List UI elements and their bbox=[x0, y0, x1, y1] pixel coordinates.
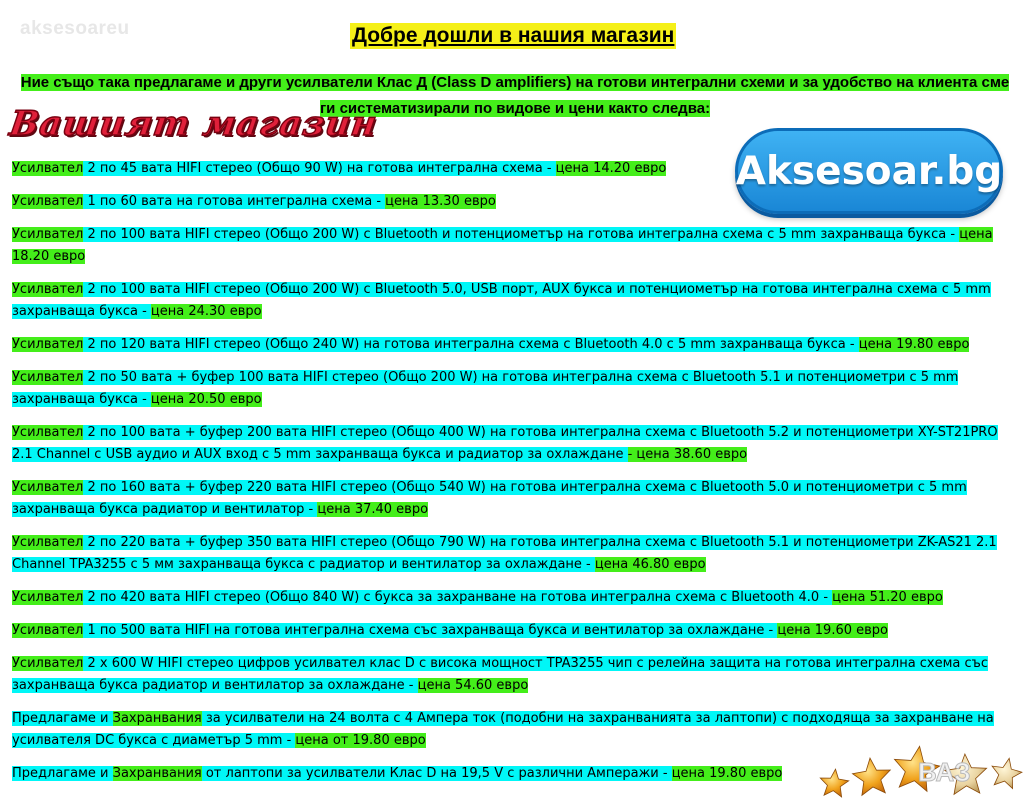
item-name[interactable]: Усилвател bbox=[12, 656, 84, 671]
item-price: цена 13.30 евро bbox=[385, 194, 496, 209]
item-description: от лаптопи за усилватели Клас D на 19,5 V с различни Ампеpажи - bbox=[201, 766, 672, 781]
list-item bbox=[12, 279, 1012, 323]
star-icon bbox=[853, 758, 891, 795]
watermark-text: aksesoareu bbox=[20, 18, 130, 39]
sale-badge-text: ВАЗ bbox=[918, 757, 971, 787]
list-item bbox=[12, 191, 1012, 213]
item-name[interactable]: Усилвател bbox=[12, 370, 84, 385]
list-item bbox=[12, 653, 1012, 697]
item-description: 1 по 500 вата HIFI на готова интегрална схема със захранваща букса и вентилатор за охлаждане - bbox=[83, 623, 778, 638]
list-item bbox=[12, 587, 1012, 609]
item-name[interactable]: Усилвател bbox=[12, 623, 84, 638]
item-price: - цена 38.60 евро bbox=[627, 447, 748, 462]
item-price: цена 19.60 евро bbox=[777, 623, 889, 638]
item-name[interactable]: Усилвател bbox=[12, 535, 84, 550]
star-icon bbox=[820, 769, 848, 797]
item-description: 2 по 100 вата HIFI стерео (Общо 200 W) с Bluetooth 5.0, USB порт, AUX букса и потенциометър на готова интегрална схема с 5 mm захранваща букса - bbox=[12, 282, 991, 319]
item-name[interactable]: Захранвания bbox=[112, 711, 202, 726]
list-item bbox=[12, 620, 1012, 642]
brand-logo-badge[interactable]: Aksesoar.bg bbox=[735, 128, 1003, 214]
item-description: 2 по 220 вата + буфер 350 вата HIFI стерео (Общо 790 W) на готова интегрална схема с Bluetooth 5.1 и потенциометри ZK-AS21 2.1 Channel TPA3255 с 5 мм захранваща букса с радиатор и вентилатор за охлаждане - bbox=[12, 535, 997, 572]
item-description: 2 по 50 вата + буфер 100 вата HIFI стерео (Общо 200 W) на готова интегрална схема с Bluetooth 5.1 и потенциометри с 5 mm захранваща букса - bbox=[12, 370, 959, 407]
item-price: цена от 19.80 евро bbox=[295, 733, 426, 748]
item-name[interactable]: Усилвател bbox=[12, 337, 84, 352]
item-description: 2 по 100 вата + буфер 200 вата HIFI стерео (Общо 400 W) на готова интегрална схема с Bluetooth 5.2 и потенциометри XY-ST21PRO 2.1 Channel с USB аудио и AUX вход с 5 mm захранваща букса и радиатор за охлаждане bbox=[12, 425, 998, 462]
page-title: Добре дошли в нашия магазин bbox=[352, 24, 675, 47]
item-name[interactable]: Усилвател bbox=[12, 161, 84, 176]
intro-text: Ние също така предлагаме и други усилватели Клас Д (Class D amplifiers) на готови интегрални схеми и за удобство на клиента сме ги систематизирали по видове и цени както следва: bbox=[20, 74, 1010, 117]
item-name[interactable]: Усилвател bbox=[12, 425, 84, 440]
list-item bbox=[12, 158, 1012, 180]
item-description: 2 по 160 вата + буфер 220 вата HIFI стерео (Общо 540 W) на готова интегрална схема с Bluetooth 5.0 и потенциометри с 5 mm захранваща букса радиатор и вентилатор - bbox=[12, 480, 967, 517]
star-icon bbox=[992, 758, 1022, 788]
item-lead-text: Предлагаме и bbox=[12, 766, 113, 781]
item-description: 1 по 60 вата на готова интегрална схема - bbox=[83, 194, 386, 209]
item-description: 2 по 120 вата HIFI стерео (Общо 240 W) на готова интегрална схема с Bluetooth 4.0 с 5 mm захранваща букса - bbox=[83, 337, 859, 352]
item-name[interactable]: Усилвател bbox=[12, 590, 84, 605]
product-list bbox=[12, 158, 1012, 796]
item-price: цена 54.60 евро bbox=[417, 678, 529, 693]
item-description: 2 по 45 вата HIFI стерео (Общо 90 W) на готова интегрална схема - bbox=[83, 161, 556, 176]
item-price: цена 14.20 евро bbox=[555, 161, 667, 176]
item-price: цена 37.40 евро bbox=[317, 502, 429, 517]
item-price: цена 19.80 евро bbox=[858, 337, 970, 352]
item-name[interactable]: Захранвания bbox=[112, 766, 202, 781]
item-name[interactable]: Усилвател bbox=[12, 194, 84, 209]
item-price: цена 46.80 евро bbox=[594, 557, 706, 572]
item-name[interactable]: Усилвател bbox=[12, 480, 84, 495]
list-item bbox=[12, 477, 1012, 521]
shop-logo: Вашият магазин bbox=[7, 104, 380, 144]
item-lead-text: Предлагаме и bbox=[12, 711, 113, 726]
item-name[interactable]: Усилвател bbox=[12, 282, 84, 297]
item-price: цена 20.50 евро bbox=[150, 392, 262, 407]
item-description: 2 x 600 W HIFI стерео цифров усилвател клас D с висока мощност TPA3255 чип с релейна защита на готова интегрална схема със захранваща букса радиатор и вентилатор за охлаждане - bbox=[12, 656, 989, 693]
item-name[interactable]: Усилвател bbox=[12, 227, 84, 242]
list-item bbox=[12, 422, 1012, 466]
list-item bbox=[12, 224, 1012, 268]
item-description: 2 по 100 вата HIFI стерео (Общо 200 W) с Bluetooth и потенциометър на готова интегрална схема с 5 mm захранваща букса - bbox=[83, 227, 960, 242]
item-price: цена 24.30 евро bbox=[150, 304, 262, 319]
item-description: 2 по 420 вата HIFI стерео (Общо 840 W) с букса за захранване на готова интегрална схема с Bluetooth 4.0 - bbox=[83, 590, 833, 605]
item-description: за усилватели на 24 волта с 4 Ампера ток (подобни на захранванията за лаптопи) с подходяща за захранване на усилвателя DC букса с диаметър 5 mm - bbox=[12, 711, 994, 748]
list-item bbox=[12, 367, 1012, 411]
item-price: цена 51.20 евро bbox=[832, 590, 943, 605]
item-price: цена 19.80 евро bbox=[671, 766, 783, 781]
item-price: цена 18.20 евро bbox=[12, 227, 993, 264]
list-item bbox=[12, 334, 1012, 356]
list-item bbox=[12, 532, 1012, 576]
